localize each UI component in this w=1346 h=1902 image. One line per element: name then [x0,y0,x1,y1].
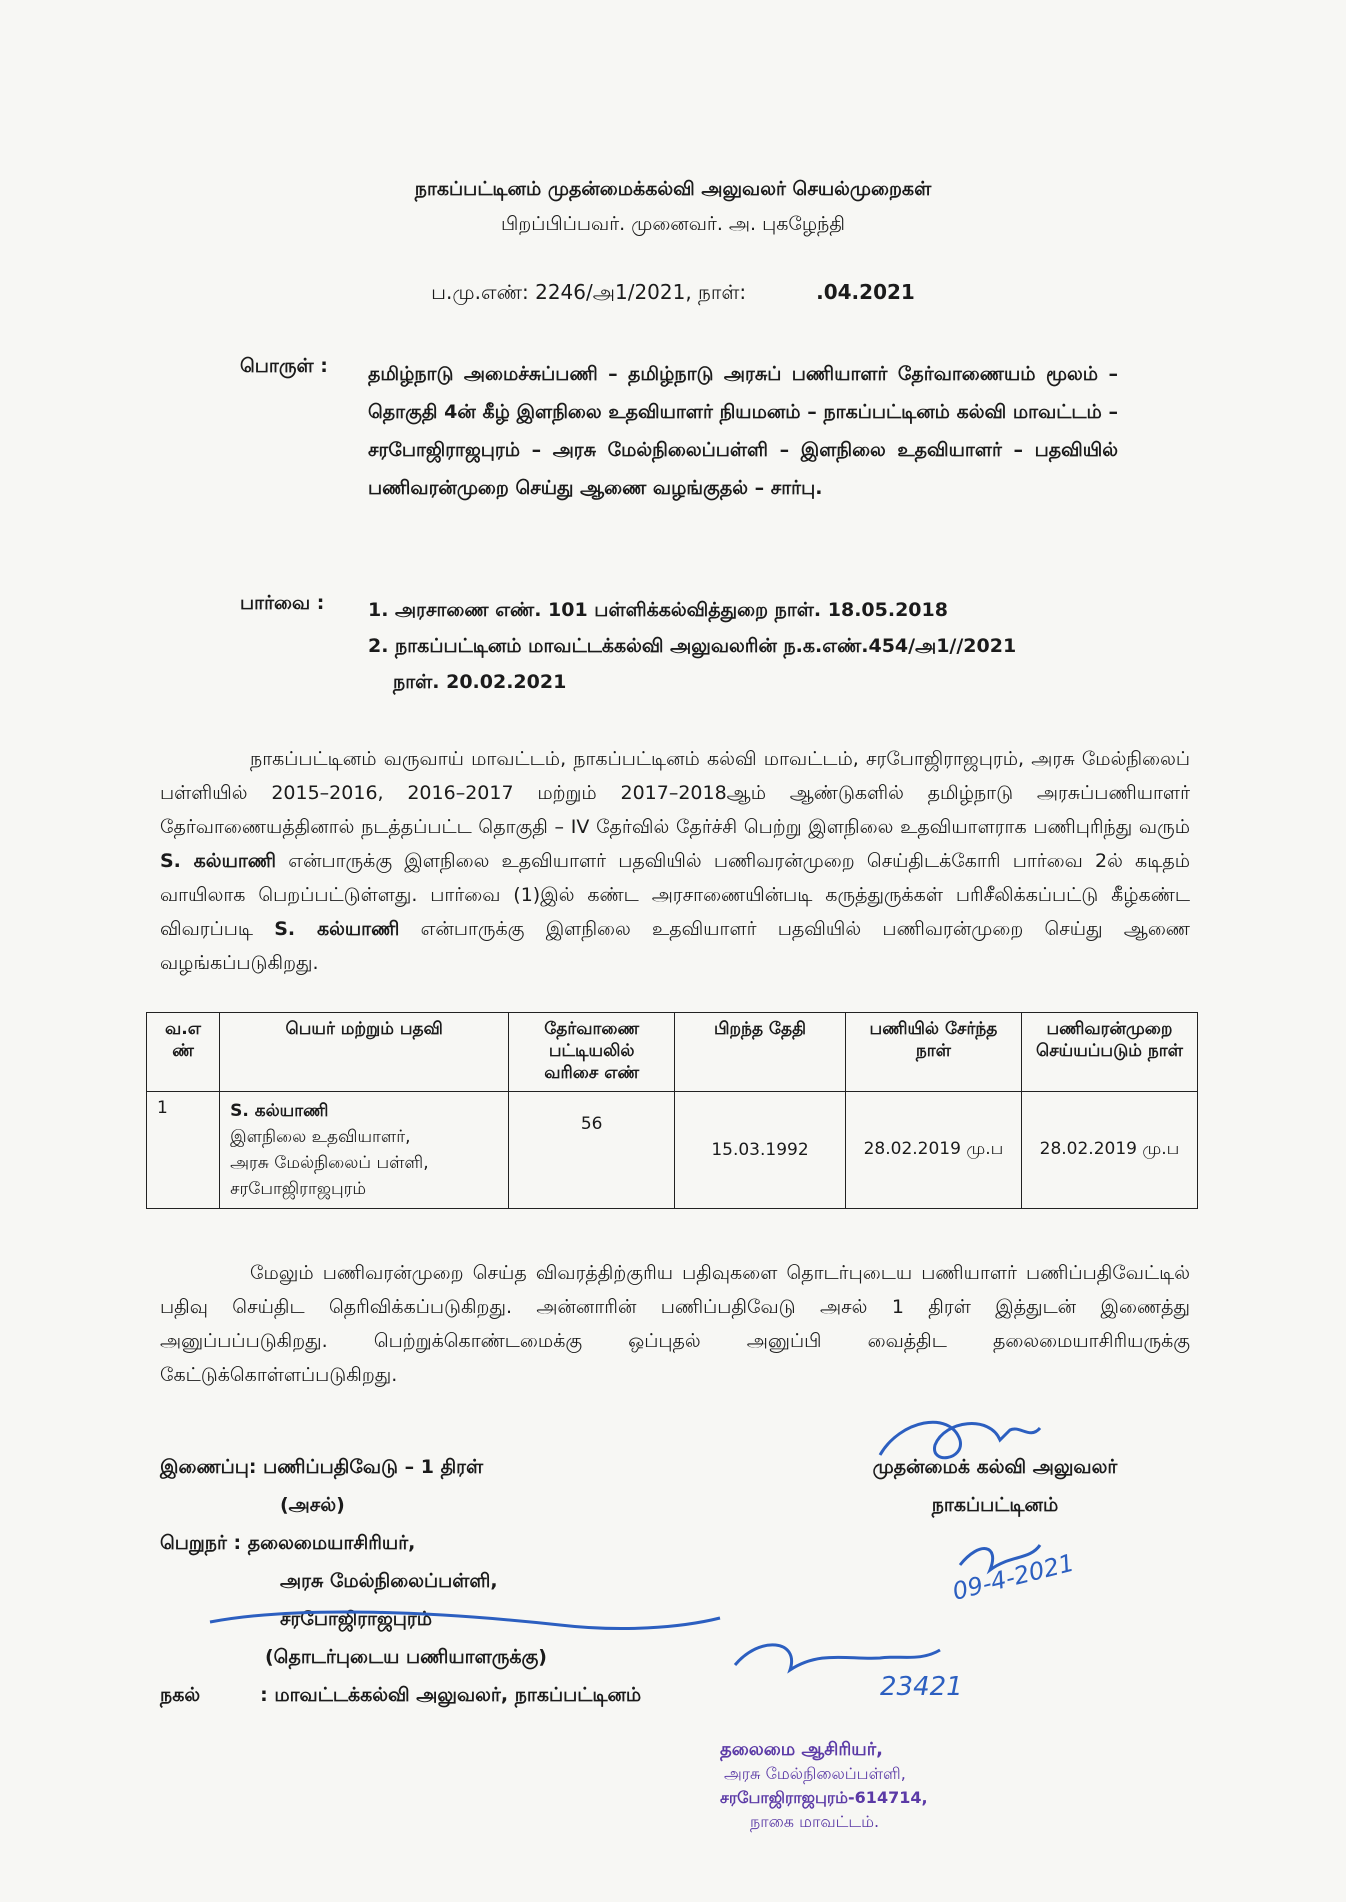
cell-sno: 1 [147,1092,220,1209]
header-line-1: நாகப்பட்டினம் முதன்மைக்கல்வி அலுவலர் செயல்முறைகள் [414,178,932,200]
subject-text: தமிழ்நாடு அமைச்சுப்பணி – தமிழ்நாடு அரசுப் பணியாளர் தேர்வாணையம் மூலம் – தொகுதி 4ன் கீழ் இளநிலை உதவியாளர் நியமனம் – நாகப்பட்டினம் கல்வி மாவட்டம் – சரபோஜிராஜபுரம் – அரசு மேல்நிலைப்பள்ளி – இளநிலை உதவியாளர் – பதவியில் பணிவரன்முறை செய்து ஆணை வழங்குதல் – சார்பு. [368,363,1118,499]
cell-rank: 56 [509,1092,675,1209]
recipient-1: தலைமையாசிரியர், [247,1532,416,1554]
col-dob: பிறந்த தேதி [675,1013,846,1092]
copy-label: நகல் [160,1684,201,1706]
copy-line [160,1676,641,1714]
col-name-post: பெயர் மற்றும் பதவி [220,1013,509,1092]
recipient-block [160,1524,641,1562]
table-row [147,1092,1198,1209]
footer-left [160,1448,641,1714]
cell-name: S. கல்யாணி [230,1101,329,1121]
stamp-line-3: சரபோஜிராஜபுரம்-614714, [720,1788,928,1807]
stamp-line-1: தலைமை ஆசிரியர், [720,1739,883,1760]
cell-joining: 28.02.2019 மு.ப [845,1092,1021,1209]
officer-block [835,1448,1155,1524]
stamp-line-4: நாகை மாவட்டம். [750,1812,880,1831]
officer-place: நாகப்பட்டினம் [931,1494,1059,1516]
enclosure-line: இணைப்பு: பணிப்பதிவேடு – 1 திரள் [160,1456,484,1478]
stamp-line-2: அரசு மேல்நிலைப்பள்ளி, [724,1764,906,1783]
reference-item-1: 1. அரசாணை எண். 101 பள்ளிக்கல்வித்துறை நாள். 18.05.2018 [368,599,948,621]
col-rank: தேர்வாணை பட்டியலில் வரிசை எண் [509,1013,675,1092]
copy-text: : மாவட்டக்கல்வி அலுவலர், நாகப்பட்டினம் [260,1684,642,1706]
cell-regularization: 28.02.2019 மு.ப [1021,1092,1197,1209]
handwritten-number: 23421 [880,1672,963,1702]
col-joining: பணியில் சேர்ந்த நாள் [845,1013,1021,1092]
reference-date: .04.2021 [816,280,915,304]
body-paragraph-2: மேலும் பணிவரன்முறை செய்த விவரத்திற்குரிய பதிவுகளை தொடர்புடைய பணியாளர் பணிப்பதிவேட்டில் பதிவு செய்திட தெரிவிக்கப்படுகிறது. அன்னாரின் பணிப்பதிவேடு அசல் 1 திரள் இத்துடன் இணைத்து அனுப்பப்படுகிறது. பெற்றுக்கொண்டமைக்கு ஒப்புதல் அனுப்பி வைத்திட தலைமையாசிரியருக்கு கேட்டுக்கொள்ளப்படுகிறது. [160,1262,1190,1386]
cell-name-post [220,1092,509,1209]
handwritten-date: 09-4-2021 [949,1548,1077,1606]
references-label: பார்வை : [240,592,325,614]
recipient-2: அரசு மேல்நிலைப்பள்ளி, [280,1570,498,1592]
body-paragraph-1 [160,742,1190,980]
table-header-row [147,1013,1198,1092]
col-sno: வ.எ ண் [147,1013,220,1092]
subject-label: பொருள் : [240,355,328,377]
para1-part-a: நாகப்பட்டினம் வருவாய் மாவட்டம், நாகப்பட்டினம் கல்வி மாவட்டம், சரபோஜிராஜபுரம், அரசு மேல்நிலைப் பள்ளியில் 2015–2016, 2016–2017 மற்றும் 2017–2018ஆம் ஆண்டுகளில் தமிழ்நாடு அரசுப்பணியாளர் தேர்வாணையத்தினால் நடத்தப்பட்ட தொகுதி – IV தேர்வில் தேர்ச்சி பெற்று இளநிலை உதவியாளராக பணிபுரிந்து வரும் [160,748,1190,838]
initials-scribble [960,1545,1040,1570]
reference-item-2-date: நாள். 20.02.2021 [393,671,567,693]
school-stamp [720,1738,1020,1834]
reference-number: ப.மு.எண்: 2246/அ1/2021, நாள்: [431,280,747,304]
recipient-4: (தொடர்புடைய பணியாளருக்கு) [265,1646,547,1668]
officer-title: முதன்மைக் கல்வி அலுவலர் [872,1456,1118,1478]
regularization-table [146,1012,1198,1209]
cell-post-2: அரசு மேல்நிலைப் பள்ளி, [230,1153,429,1173]
header-line-2: பிறப்பிப்பவர். முனைவர். அ. புகழேந்தி [501,213,845,235]
second-signature [735,1645,940,1670]
references-list [368,592,1148,700]
employee-name-2: S. கல்யாணி [274,918,400,940]
reference-line [0,280,1346,307]
para1-part-c: என்பாருக்கு இளநிலை உதவியாளர் பதவியில் பணிவரன்முறை செய்து ஆணை வழங்கப்படுகிறது. [160,918,1190,974]
enclosure-line-2: (அசல்) [280,1494,345,1516]
employee-name-1: S. கல்யாணி [160,850,277,872]
para1-part-b: என்பாருக்கு இளநிலை உதவியாளர் பதவியில் பணிவரன்முறை செய்திடக்கோரி பார்வை 2ல் கடிதம் வாயிலாக பெறப்பட்டுள்ளது. பார்வை (1)இல் கண்ட அரசாணையின்படி கருத்துருக்கள் பரிசீலிக்கப்பட்டு கீழ்கண்ட விவரப்படி [160,850,1190,940]
col-regularization: பணிவரன்முறை செய்யப்படும் நாள் [1021,1013,1197,1092]
recipient-label: பெறுநர் : [160,1532,242,1554]
reference-item-2: 2. நாகப்பட்டினம் மாவட்டக்கல்வி அலுவலரின் ந.க.எண்.454/அ1//2021 [368,635,1017,657]
cell-post-3: சரபோஜிராஜபுரம் [230,1179,367,1199]
cell-post-1: இளநிலை உதவியாளர், [230,1127,411,1147]
recipient-3: சரபோஜிராஜபுரம் [280,1608,433,1630]
cell-dob: 15.03.1992 [675,1092,846,1209]
